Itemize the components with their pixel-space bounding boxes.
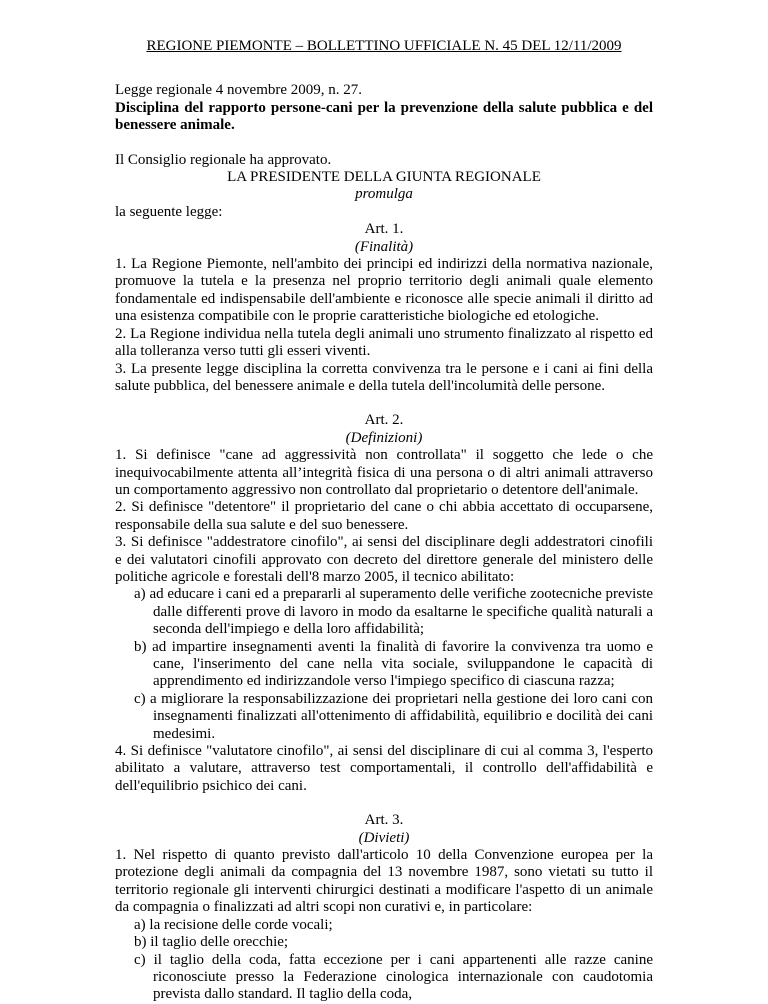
list-item: b) il taglio delle orecchie;: [134, 934, 289, 951]
art1-subtitle: (Finalità): [354, 238, 414, 255]
list-item: c) a migliorare la responsabilizzazione dei proprietari nella gestione dei loro cani con insegnamenti finalizzati all'ottenimento di affidabilità, equilibrio e docilità dei cani medesimi.: [134, 690, 653, 742]
art2-title: Art. 2.: [364, 412, 404, 429]
promulga-text: promulga: [355, 186, 413, 203]
art2-paragraph-1: 1. Si definisce "cane ad aggressività non controllata" il soggetto che lede o che inequivocabilmente attenta all’integrità fisica di una persona o di altri animali attraverso un comportamento aggressivo non controllato dal proprietario o detentore dell'animale.: [115, 447, 653, 498]
art1-paragraph-3: 3. La presente legge disciplina la corretta convivenza tra le persone e i cani ai fini della salute pubblica, del benessere animale e della tutela dell'incolumità delle persone.: [115, 360, 653, 394]
list-item: a) la recisione delle corde vocali;: [134, 916, 333, 933]
list-item: b) ad impartire insegnamenti aventi la finalità di favorire la convivenza tra uomo e cane, l'inserimento del cane nella vita sociale, sviluppandone le capacità di apprendimento ed indirizzandole verso l'impiego specifico di ciascuna razza;: [134, 638, 653, 690]
following-law-text: la seguente legge:: [115, 203, 223, 220]
spacer: [115, 795, 653, 812]
art3-title: Art. 3.: [364, 812, 404, 829]
list-item: c) il taglio della coda, fatta eccezione per i cani appartenenti alle razze canine riconosciute presso la Federazione cinologica internazionale con caudotomia prevista dallo standard. Il taglio della coda,: [134, 951, 653, 1003]
list-item: a) ad educare i cani ed a prepararli al superamento delle verifiche zootecniche previste dalle differenti prove di lavoro in modo da esaltarne le specifiche qualità naturali a seconda dell'impiego e della loro affidabilità;: [134, 586, 653, 638]
art3-subtitle: (Divieti): [358, 829, 410, 846]
spacer: [115, 395, 653, 412]
approval-statement: Il Consiglio regionale ha approvato.: [115, 151, 332, 168]
law-reference: Legge regionale 4 novembre 2009, n. 27.: [115, 82, 363, 99]
art2-paragraph-4: 4. Si definisce "valutatore cinofilo", ai sensi del disciplinare di cui al comma 3, l'esperto abilitato a valutare, attraverso test comportamentali, il controllo dell'affidabilità e dell'equilibrio psichico dei cani.: [115, 743, 653, 794]
art2-paragraph-3: 3. Si definisce "addestratore cinofilo", ai sensi del disciplinare degli addestratori cinofili e dei valutatori cinofili approvato con decreto del direttore generale del ministero delle politiche agricole e forestali dell'8 marzo 2005, il tecnico abilitato:: [115, 534, 653, 585]
art3-paragraph-1: 1. Nel rispetto di quanto previsto dall'articolo 10 della Convenzione europea per la protezione degli animali da compagnia del 13 novembre 1987, sono vietati su tutto il territorio regionale gli interventi chirurgici destinati a modificare l'aspetto di un animale da compagnia o finalizzati ad altri scopi non curativi e, in particolare:: [115, 847, 653, 916]
spacer: [115, 135, 653, 152]
art1-title: Art. 1.: [364, 221, 404, 238]
law-title: Disciplina del rapporto persone-cani per la prevenzione della salute pubblica e del benessere animale.: [115, 99, 653, 134]
art3-list: [115, 917, 653, 1004]
art1-paragraph-2: 2. La Regione individua nella tutela degli animali uno strumento finalizzato al rispetto ed alla tolleranza verso tutti gli esseri viventi.: [115, 325, 653, 360]
president-heading: LA PRESIDENTE DELLA GIUNTA REGIONALE: [227, 169, 541, 186]
bulletin-header: REGIONE PIEMONTE – BOLLETTINO UFFICIALE N. 45 DEL 12/11/2009: [146, 38, 622, 54]
art2-subtitle: (Definizioni): [345, 429, 423, 446]
document-page: [115, 38, 653, 1004]
art2-list: [115, 586, 653, 743]
art2-paragraph-2: 2. Si definisce "detentore" il proprietario del cane o chi abbia accettato di occuparsene, responsabile della sua salute e del suo benessere.: [115, 499, 653, 533]
art1-paragraph-1: 1. La Regione Piemonte, nell'ambito dei principi ed indirizzi della normativa nazionale, promuove la tutela e la presenza nel proprio territorio degli animali quale elemento fondamentale ed indispensabile dell'ambiente e riconosce alle specie animali il diritto ad una esistenza compatibile con le proprie caratteristiche biologiche ed etologiche.: [115, 256, 653, 325]
